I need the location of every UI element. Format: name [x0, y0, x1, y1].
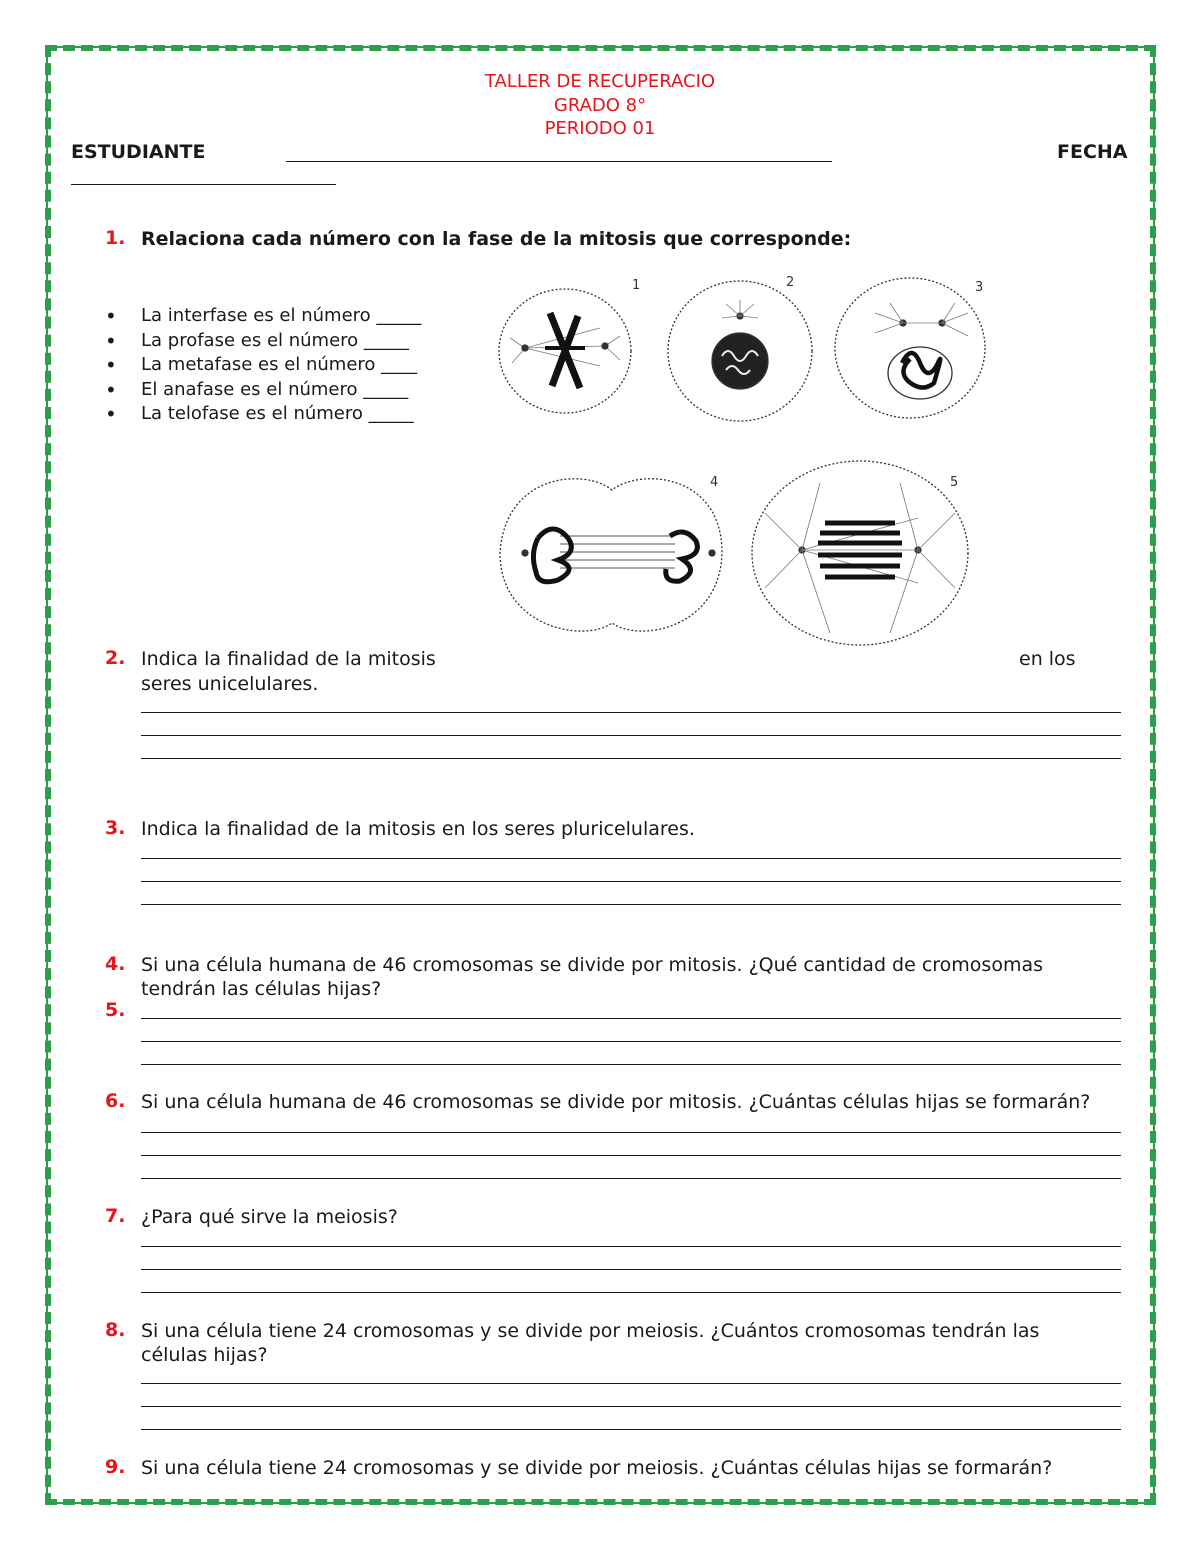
cell-5-illustration [752, 461, 968, 645]
answer-line[interactable] [141, 904, 1121, 905]
question-6-text: Si una célula humana de 46 cromosomas se divide por mitosis. ¿Cuántas células hijas se formarán? [141, 1091, 1091, 1113]
worksheet-title: TALLER DE RECUPERACIO [484, 71, 716, 92]
cell-label-2: 2 [786, 275, 795, 290]
student-name-field[interactable] [286, 161, 832, 162]
cell-label-4: 4 [710, 475, 719, 490]
student-label: ESTUDIANTE [71, 141, 206, 163]
answer-line[interactable] [141, 1429, 1121, 1430]
date-label: FECHA [1057, 141, 1128, 163]
question-1-number: 1. [105, 227, 126, 249]
question-8-text-line1: Si una célula tiene 24 cromosomas y se divide por meiosis. ¿Cuántos cromosomas tendrán las [141, 1320, 1040, 1342]
answer-line[interactable] [141, 1178, 1121, 1179]
answer-line[interactable] [141, 1155, 1121, 1156]
phase-item-interfase[interactable]: • La interfase es el número _____ [105, 304, 421, 329]
period-label: PERIODO 01 [544, 118, 656, 139]
cell-label-3: 3 [975, 280, 984, 295]
cell-label-5: 5 [950, 475, 959, 490]
answer-line[interactable] [141, 1041, 1121, 1042]
answer-line[interactable] [141, 1383, 1121, 1384]
phase-item-metafase[interactable]: • La metafase es el número ____ [105, 353, 421, 378]
cell-2-illustration [668, 281, 812, 421]
mitosis-diagram [490, 268, 990, 660]
grade-label: GRADO 8° [553, 95, 647, 116]
cell-4-illustration [500, 479, 722, 631]
phase-list [105, 304, 421, 427]
answer-line[interactable] [141, 1132, 1121, 1133]
question-8-text-line2: células hijas? [141, 1344, 268, 1366]
phase-item-profase[interactable]: • La profase es el número _____ [105, 329, 421, 354]
question-7-number: 7. [105, 1205, 126, 1227]
question-1-text: Relaciona cada número con la fase de la mitosis que corresponde: [141, 228, 852, 250]
answer-line[interactable] [141, 1246, 1121, 1247]
question-7-text: ¿Para qué sirve la meiosis? [141, 1206, 398, 1228]
cell-3-illustration [835, 278, 985, 418]
question-8-number: 8. [105, 1319, 126, 1341]
date-field[interactable] [71, 184, 336, 185]
answer-line[interactable] [141, 858, 1121, 859]
answer-line[interactable] [141, 1018, 1121, 1019]
question-2-text-end: en los [1019, 648, 1076, 670]
answer-line[interactable] [141, 1064, 1121, 1065]
question-9-number: 9. [105, 1456, 126, 1478]
question-4-number: 4. [105, 953, 126, 975]
question-3-text: Indica la finalidad de la mitosis en los seres pluricelulares. [141, 818, 695, 840]
phase-item-telofase[interactable]: • La telofase es el número _____ [105, 402, 421, 427]
question-3-number: 3. [105, 817, 126, 839]
question-4-text-line2: tendrán las células hijas? [141, 978, 382, 1000]
question-5-number: 5. [105, 999, 126, 1021]
question-6-number: 6. [105, 1090, 126, 1112]
answer-line[interactable] [141, 712, 1121, 713]
question-2-text-line2: seres unicelulares. [141, 673, 319, 695]
question-4-text-line1: Si una célula humana de 46 cromosomas se divide por mitosis. ¿Qué cantidad de cromosomas [141, 954, 1044, 976]
answer-line[interactable] [141, 735, 1121, 736]
answer-line[interactable] [141, 758, 1121, 759]
answer-line[interactable] [141, 1292, 1121, 1293]
cell-1-illustration [499, 289, 631, 413]
page-border [45, 45, 1156, 1505]
answer-line[interactable] [141, 1406, 1121, 1407]
answer-line[interactable] [141, 881, 1121, 882]
question-9-text: Si una célula tiene 24 cromosomas y se divide por meiosis. ¿Cuántas células hijas se formarán? [141, 1457, 1053, 1479]
phase-item-anafase[interactable]: • El anafase es el número _____ [105, 378, 421, 403]
answer-line[interactable] [141, 1269, 1121, 1270]
question-2-number: 2. [105, 647, 126, 669]
cell-label-1: 1 [632, 278, 641, 293]
question-2-text-start: Indica la finalidad de la mitosis [141, 648, 436, 670]
